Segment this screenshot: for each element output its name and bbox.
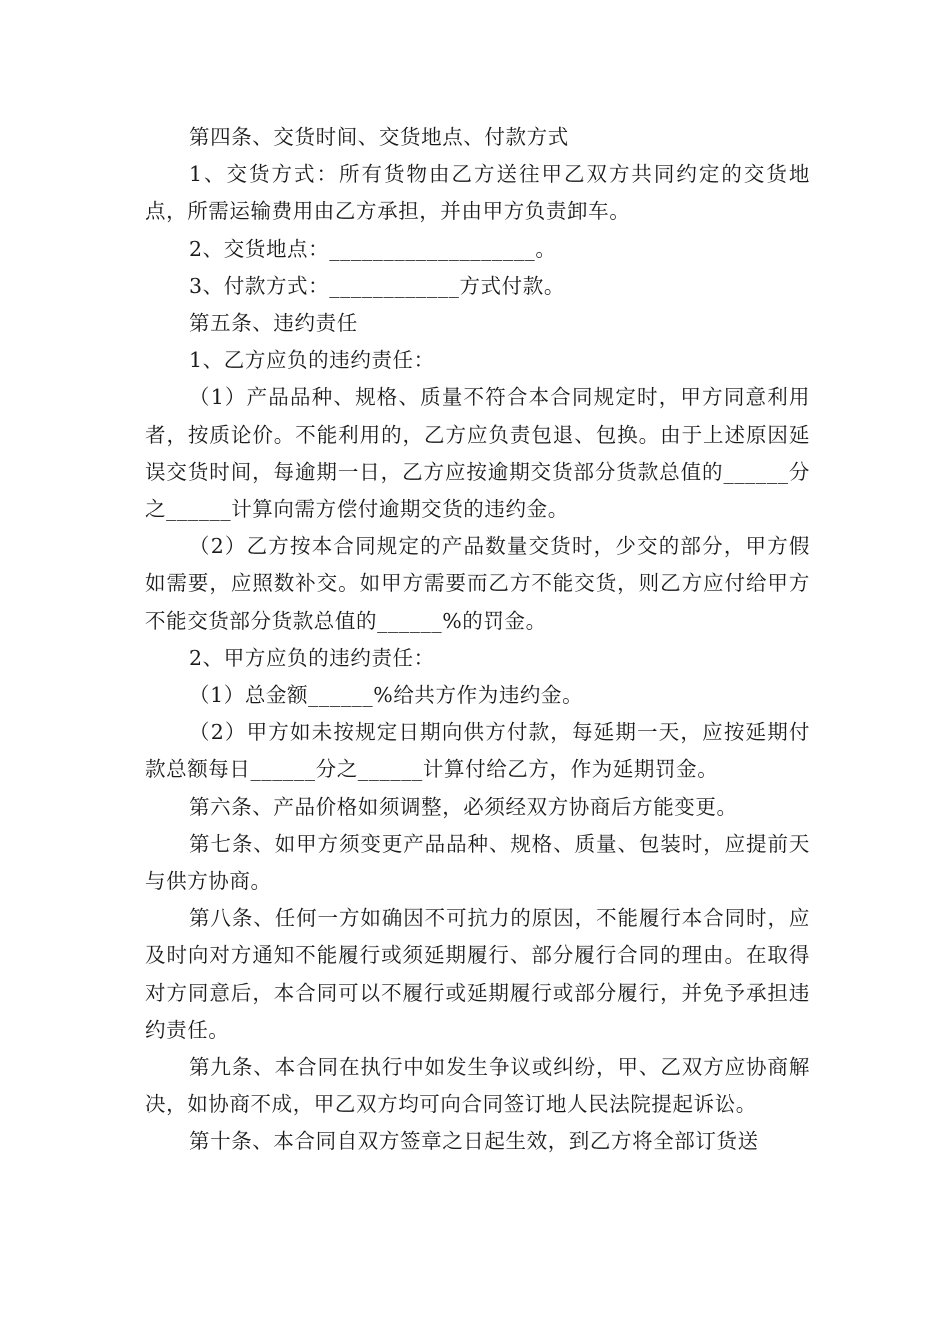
payment-method-clause: 3、付款方式：____________方式付款。 [189, 273, 565, 298]
delivery-location-clause: 2、交货地点：___________________。 [189, 236, 557, 261]
article-7: 第七条、如甲方须变更产品品种、规格、质量、包装时，应提前天与供方协商。 [145, 831, 810, 894]
article-4-heading: 第四条、交货时间、交货地点、付款方式 [189, 125, 569, 149]
article-5-heading: 第五条、违约责任 [189, 311, 358, 336]
party-b-liability-item-1: （1）产品品种、规格、质量不符合本合同规定时，甲方同意利用者，按质论价。不能利用的，乙方应负责包退、包换。由于上述原因延误交货时间，每逾期一日，乙方应按逾期交货部分货款总值的______分之______计算向需方偿付逾期交货的违约金。 [145, 385, 810, 522]
party-a-liability-item-2: （2）甲方如未按规定日期向供方付款，每延期一天，应按延期付款总额每日______分之______计算付给乙方，作为延期罚金。 [145, 720, 810, 782]
article-8: 第八条、任何一方如确因不可抗力的原因，不能履行本合同时，应及时向对方通知不能履行或须延期履行、部分履行合同的理由。在取得对方同意后，本合同可以不履行或延期履行或部分履行，并免予承担违约责任。 [145, 906, 810, 1042]
article-6: 第六条、产品价格如须调整，必须经双方协商后方能变更。 [189, 794, 738, 819]
document-body [145, 119, 810, 1161]
party-a-liability-heading: 2、甲方应负的违约责任： [189, 645, 435, 670]
article-10: 第十条、本合同自双方签章之日起生效，到乙方将全部订货送 [189, 1129, 759, 1154]
party-a-liability-item-1: （1）总金额______%给共方作为违约金。 [189, 683, 584, 708]
party-b-liability-heading: 1、乙方应负的违约责任： [189, 348, 435, 373]
party-b-liability-item-2: （2）乙方按本合同规定的产品数量交货时，少交的部分，甲方假如需要，应照数补交。如甲方需要而乙方不能交货，则乙方应付给甲方不能交货部分货款总值的______%的罚金。 [145, 534, 810, 633]
delivery-method-clause: 1、交货方式：所有货物由乙方送往甲乙双方共同约定的交货地点，所需运输费用由乙方承担，并由甲方负责卸车。 [145, 162, 810, 224]
article-9: 第九条、本合同在执行中如发生争议或纠纷，甲、乙双方应协商解决，如协商不成，甲乙双方均可向合同签订地人民法院提起诉讼。 [145, 1055, 810, 1117]
